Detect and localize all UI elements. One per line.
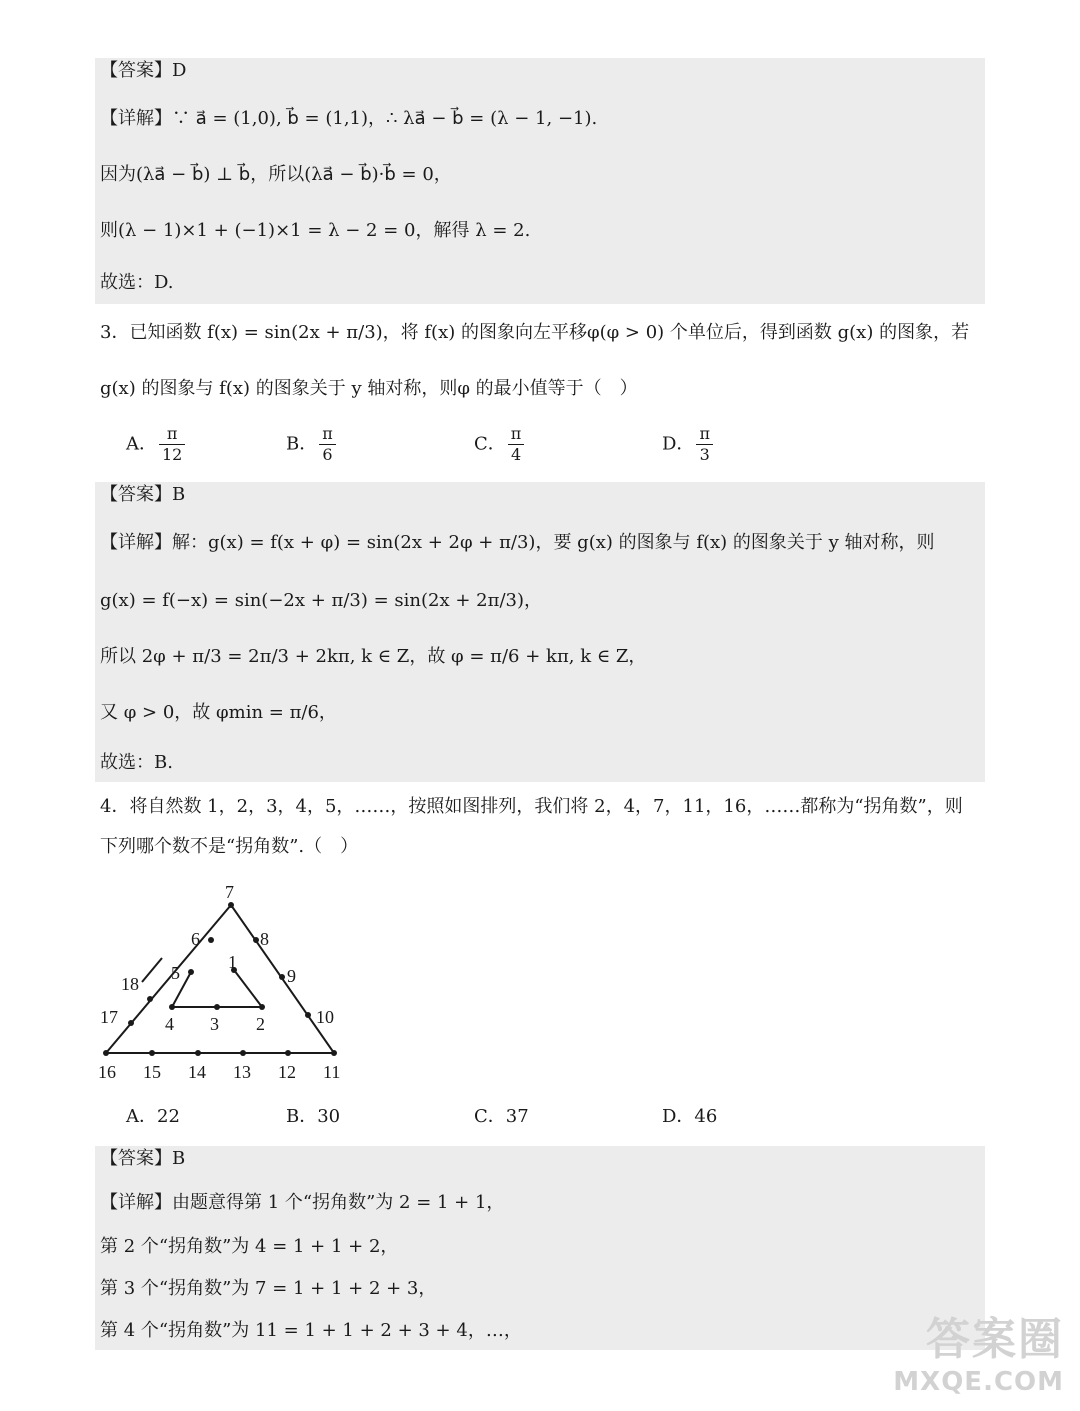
figure-label: 1 (228, 952, 237, 972)
solution-line: 故选：D. (100, 272, 174, 293)
solution-line: 第 4 个“拐角数”为 11 = 1 + 1 + 2 + 3 + 4，…， (100, 1320, 522, 1341)
solution-line: 所以 2φ + π/3 = 2π/3 + 2kπ, k ∈ Z，故 φ = π/6 + kπ, k ∈ Z， (100, 646, 647, 667)
figure-label: 5 (171, 963, 180, 983)
option-b: B．30 (286, 1106, 341, 1127)
watermark-logo: 答案圈 (926, 1314, 1064, 1365)
answer-block-2 (95, 482, 985, 782)
figure-label: 4 (165, 1014, 174, 1034)
solution-line: 【详解】解：g(x) = f(x + φ) = sin(2x + 2φ + π/3)，要 g(x) 的图象与 f(x) 的图象关于 y 轴对称，则 (100, 532, 935, 553)
figure-label: 18 (121, 974, 139, 994)
solution-line: 【详解】∵ a⃗ = (1,0), b⃗ = (1,1)，∴ λa⃗ − b⃗ = (λ − 1, −1). (100, 108, 598, 129)
figure-label: 6 (191, 929, 200, 949)
question-4-text: 4．将自然数 1，2，3，4，5，……，按照如图排列，我们将 2，4，7，11，16，……都称为“拐角数”，则 (100, 796, 963, 817)
figure-label: 3 (210, 1014, 219, 1034)
figure-label: 8 (260, 929, 269, 949)
answer-label-2: 【答案】B (100, 484, 186, 505)
solution-line: 第 3 个“拐角数”为 7 = 1 + 1 + 2 + 3， (100, 1278, 437, 1299)
solution-line: 第 2 个“拐角数”为 4 = 1 + 1 + 2， (100, 1236, 399, 1257)
figure-label: 16 (98, 1062, 116, 1082)
question-3-text: g(x) 的图象与 f(x) 的图象关于 y 轴对称，则φ 的最小值等于（ ） (100, 378, 638, 399)
figure-label: 2 (256, 1014, 265, 1034)
figure-label: 7 (225, 882, 234, 902)
figure-label: 9 (287, 966, 296, 986)
option-a: A．22 (126, 1106, 180, 1127)
watermark (893, 1303, 1064, 1397)
solution-line: 故选：B. (100, 752, 173, 773)
partial-line (142, 958, 162, 982)
option-c: C．37 (474, 1106, 529, 1127)
answer-label-3: 【答案】B (100, 1148, 186, 1169)
figure-label: 10 (316, 1007, 334, 1027)
figure-label: 15 (143, 1062, 161, 1082)
figure-label: 12 (278, 1062, 296, 1082)
question-3-text: 3．已知函数 f(x) = sin(2x + π/3)，将 f(x) 的图象向左平移φ(φ > 0) 个单位后，得到函数 g(x) 的图象，若 (100, 322, 970, 343)
figure-label: 17 (100, 1007, 118, 1027)
option-a: A． $\frac{\pi}{12}$ (126, 424, 187, 465)
figure-label: 14 (188, 1062, 206, 1082)
option-b: B． $\frac{\pi}{6}$ (286, 424, 338, 465)
question-4-text: 下列哪个数不是“拐角数”.（ ） (100, 836, 359, 857)
solution-line: g(x) = f(−x) = sin(−2x + π/3) = sin(2x + 2π/3)， (100, 590, 542, 611)
option-d: D． $\frac{\pi}{3}$ (662, 424, 715, 465)
outer-triangle (106, 905, 334, 1053)
corner-number-figure (90, 876, 370, 1086)
solution-line: 则(λ − 1)×1 + (−1)×1 = λ − 2 = 0，解得 λ = 2. (100, 220, 531, 241)
solution-line: 因为(λa⃗ − b⃗) ⊥ b⃗，所以(λa⃗ − b⃗)·b⃗ = 0， (100, 164, 452, 185)
figure-label: 13 (233, 1062, 251, 1082)
option-d: D．46 (662, 1106, 718, 1127)
option-c: C． $\frac{\pi}{4}$ (474, 424, 526, 465)
answer-label-1: 【答案】D (100, 60, 187, 81)
inner-path (172, 970, 262, 1007)
watermark-site: MXQE.COM (893, 1367, 1064, 1397)
figure-label: 11 (323, 1062, 341, 1082)
solution-line: 【详解】由题意得第 1 个“拐角数”为 2 = 1 + 1， (100, 1192, 505, 1213)
solution-line: 又 φ > 0，故 φmin = π/6， (100, 702, 337, 723)
